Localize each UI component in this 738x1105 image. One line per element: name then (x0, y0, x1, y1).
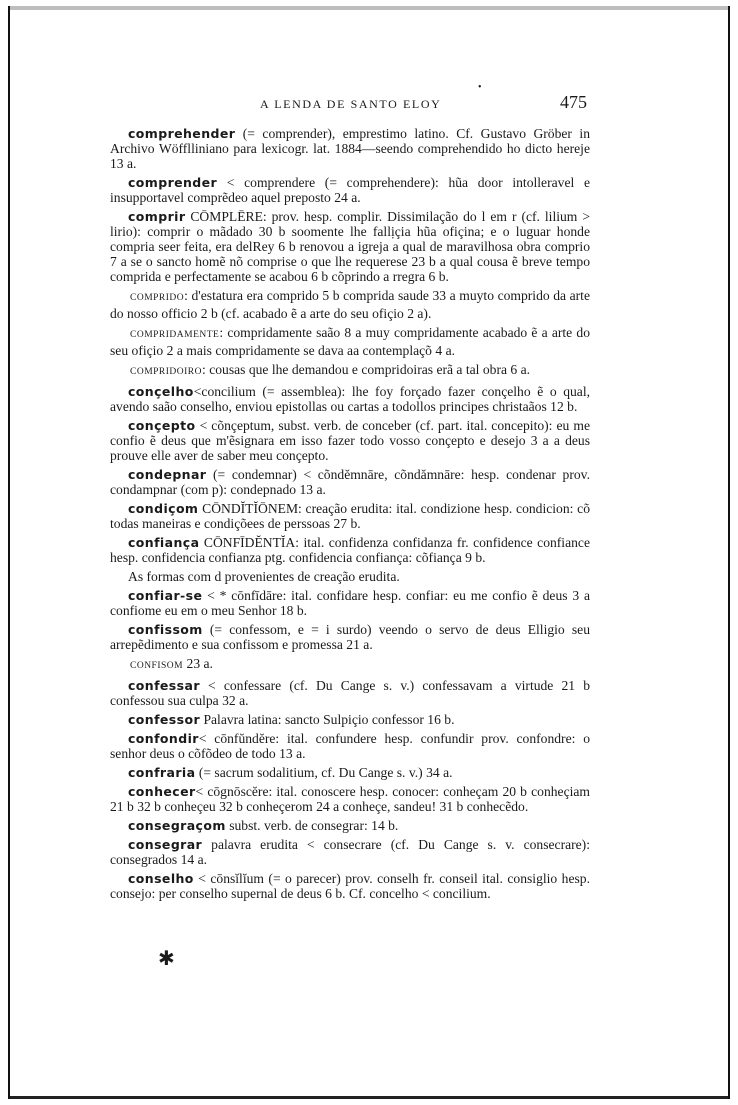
entry-consegracom (110, 818, 590, 833)
entry-text: < cōnfŭndĕre: ital. confundere hesp. confundir prov. confondre: o senhor deus o cõfõdeo de todo 13 a. (110, 731, 590, 761)
entry-concepto (110, 418, 590, 463)
headword: confissom (128, 622, 203, 637)
entry-text: palavra erudita < consecrare (cf. Du Cange s. v. consecrare): consegrados 14 a. (110, 837, 590, 867)
entry-text: : d'estatura era comprido 5 b comprida saude 33 a muyto comprido da arte do nosso officio 2 b (cf. acabado ẽ a arte do seu ofiçio 2 a). (110, 288, 590, 321)
headword: consegrar (128, 837, 203, 852)
entry-text: As formas com d provenientes de creação erudita. (128, 569, 400, 584)
entry-compridoiro (110, 362, 590, 380)
headword: consegraçom (128, 818, 226, 833)
headword: comprender (128, 175, 218, 190)
entry-consegrar (110, 837, 590, 867)
headword: confessar (128, 678, 200, 693)
headword: conçelho (128, 384, 194, 399)
entry-confiar-se (110, 588, 590, 618)
bottom-edge (10, 1096, 728, 1099)
entry-condicom (110, 501, 590, 531)
entry-concelho (110, 384, 590, 414)
entry-text: < cōnsĭlĭum (= o parecer) prov. conselh fr. conseil ital. consiglio hesp. consejo: per conselho supernal de deus 6 b. Cf. concelho < concilium. (110, 871, 590, 901)
entry-text: <concilium (= assemblea): lhe foy forçado fazer conçelho ẽ o qual, avendo saão conselho, enviou epistollas ou cartas a todollos principes christaãos 12 b. (110, 384, 590, 414)
entry-confraria (110, 765, 590, 780)
entry-text: CŌNFĪDĔNTĬA: ital. confidenza confidanza fr. confidence confiance hesp. confidencia confianza ptg. confidencia confiança: cõfiança 9 b. (110, 535, 590, 565)
entry-comprehender (110, 126, 590, 171)
top-edge (10, 6, 728, 10)
headword: confraria (128, 765, 196, 780)
headword: confiar-se (128, 588, 203, 603)
entry-confondir (110, 731, 590, 761)
entry-text: (= confessom, e = i surdo) veendo o servo de deus Elligio seu arrepẽdimento e sua confissom e promessa 21 a. (110, 622, 590, 652)
entry-condepnar (110, 467, 590, 497)
headword: condiçom (128, 501, 199, 516)
entry-text: CŌMPLĒRE: prov. hesp. complir. Dissimilação do l em r (cf. lilium > lirio): comprir o mãdado 30 b soomente lhe fallịçia hũa ofiçina; e o luguar honde compria seer feita, era delRey 6 b renovou a igreja a qual de maravilhosa obra comprio 7 a se o sancto homẽ nõ comprise o que lhe requerese 23 b a qual cousa ẽ breve tempo comprida e perfectamente se acabou 6 b cõprindo a rregra 6 b. (110, 209, 590, 284)
headword: comprehender (128, 126, 236, 141)
headword: COMPRIDO (130, 293, 185, 303)
entry-text: : cousas que lhe demandou e compridoiras erã a tal obra 6 a. (202, 362, 531, 377)
headword: COMPRIDOIRO (130, 367, 203, 377)
headword: CONFISOM (130, 661, 184, 671)
entry-text: CŌNDĬTĬŌNEM: creação erudita: ital. condizione hesp. condicion: cõ todas maneiras e condiçõees de perssoas 27 b. (110, 501, 591, 531)
headword: confiança (128, 535, 200, 550)
entry-text: (= condemnar) < cõndĕmnāre, cõndămnāre: hesp. condenar prov. condampnar (com p): condepnado 13 a. (110, 467, 590, 497)
headword: COMPRIDAMENTE (130, 330, 220, 340)
headword: conselho (128, 871, 194, 886)
glossary-body (110, 126, 590, 905)
entry-conselho (110, 871, 590, 901)
headword: confessor (128, 712, 201, 727)
headword: conhecer (128, 784, 196, 799)
entry-text: (= comprender), emprestimo latino. Cf. Gustavo Gröber in Archivo Wöfflliniano para lexicogr. lat. 1884—seendo comprehendido ho dicto hereje 13 a. (110, 126, 591, 171)
asterisk-mark: ✱ (158, 948, 175, 970)
entry-confissom (110, 622, 590, 652)
headword: confondir (128, 731, 199, 746)
entry-confianca (110, 535, 590, 565)
entry-comprir (110, 209, 590, 284)
entry-text: < cōgnōscĕre: ital. conoscere hesp. conocer: conheçam 20 b conheçiam 21 b 32 b conheçeu 32 b conheçerom 24 a conheçe, sandeu! 31 b conhecẽdo. (110, 784, 590, 814)
print-speck: • (478, 82, 482, 93)
entry-confisom (110, 656, 590, 674)
entry-text: subst. verb. de consegrar: 14 b. (229, 818, 399, 833)
entry-text: : compridamente saão 8 a muy compridamente acabado ẽ a arte do seu ofiçio 2 a mais compridamente se dava aa contemplaçõ 4 a. (110, 325, 590, 358)
entry-conhecer (110, 784, 590, 814)
entry-text: Palavra latina: sancto Sulpiçio confessor 16 b. (203, 712, 455, 727)
entry-confessar (110, 678, 590, 708)
entry-confessor (110, 712, 590, 727)
entry-text: < confessare (cf. Du Cange s. v.) confessavam a virtude 21 b confessou sua culpa 32 a. (110, 678, 590, 708)
running-head: A LENDA DE SANTO ELOY (260, 97, 442, 111)
headword: comprir (128, 209, 186, 224)
entry-text: 23 a. (186, 656, 213, 671)
entry-comprido (110, 288, 590, 321)
headword: conçepto (128, 418, 196, 433)
entry-compridamente (110, 325, 590, 358)
entry-comprender (110, 175, 590, 205)
headword: condepnar (128, 467, 207, 482)
entry-text: (= sacrum sodalitium, cf. Du Cange s. v.) 34 a. (198, 765, 453, 780)
note-erudite-forms (128, 569, 590, 584)
entry-text: < * cōnfīdāre: ital. confidare hesp. confiar: eu me confio ẽ deus 3 a confiome eu em o meu Senhor 18 b. (110, 588, 590, 618)
entry-text: < comprendere (= comprehendere): hũa door intolleravel e insupportavel comprẽdeo aquel preposto 24 a. (110, 175, 590, 205)
entry-text: < cõnçeptum, subst. verb. de conceber (cf. part. ital. concepito): eu me confio ẽ deus que m'ẽsignara em isso fazer todo vosso conçepto e desejo 3 a a deus prouve elle aver de saber meu conçepto. (110, 418, 591, 463)
page-number: 475 (560, 92, 587, 112)
